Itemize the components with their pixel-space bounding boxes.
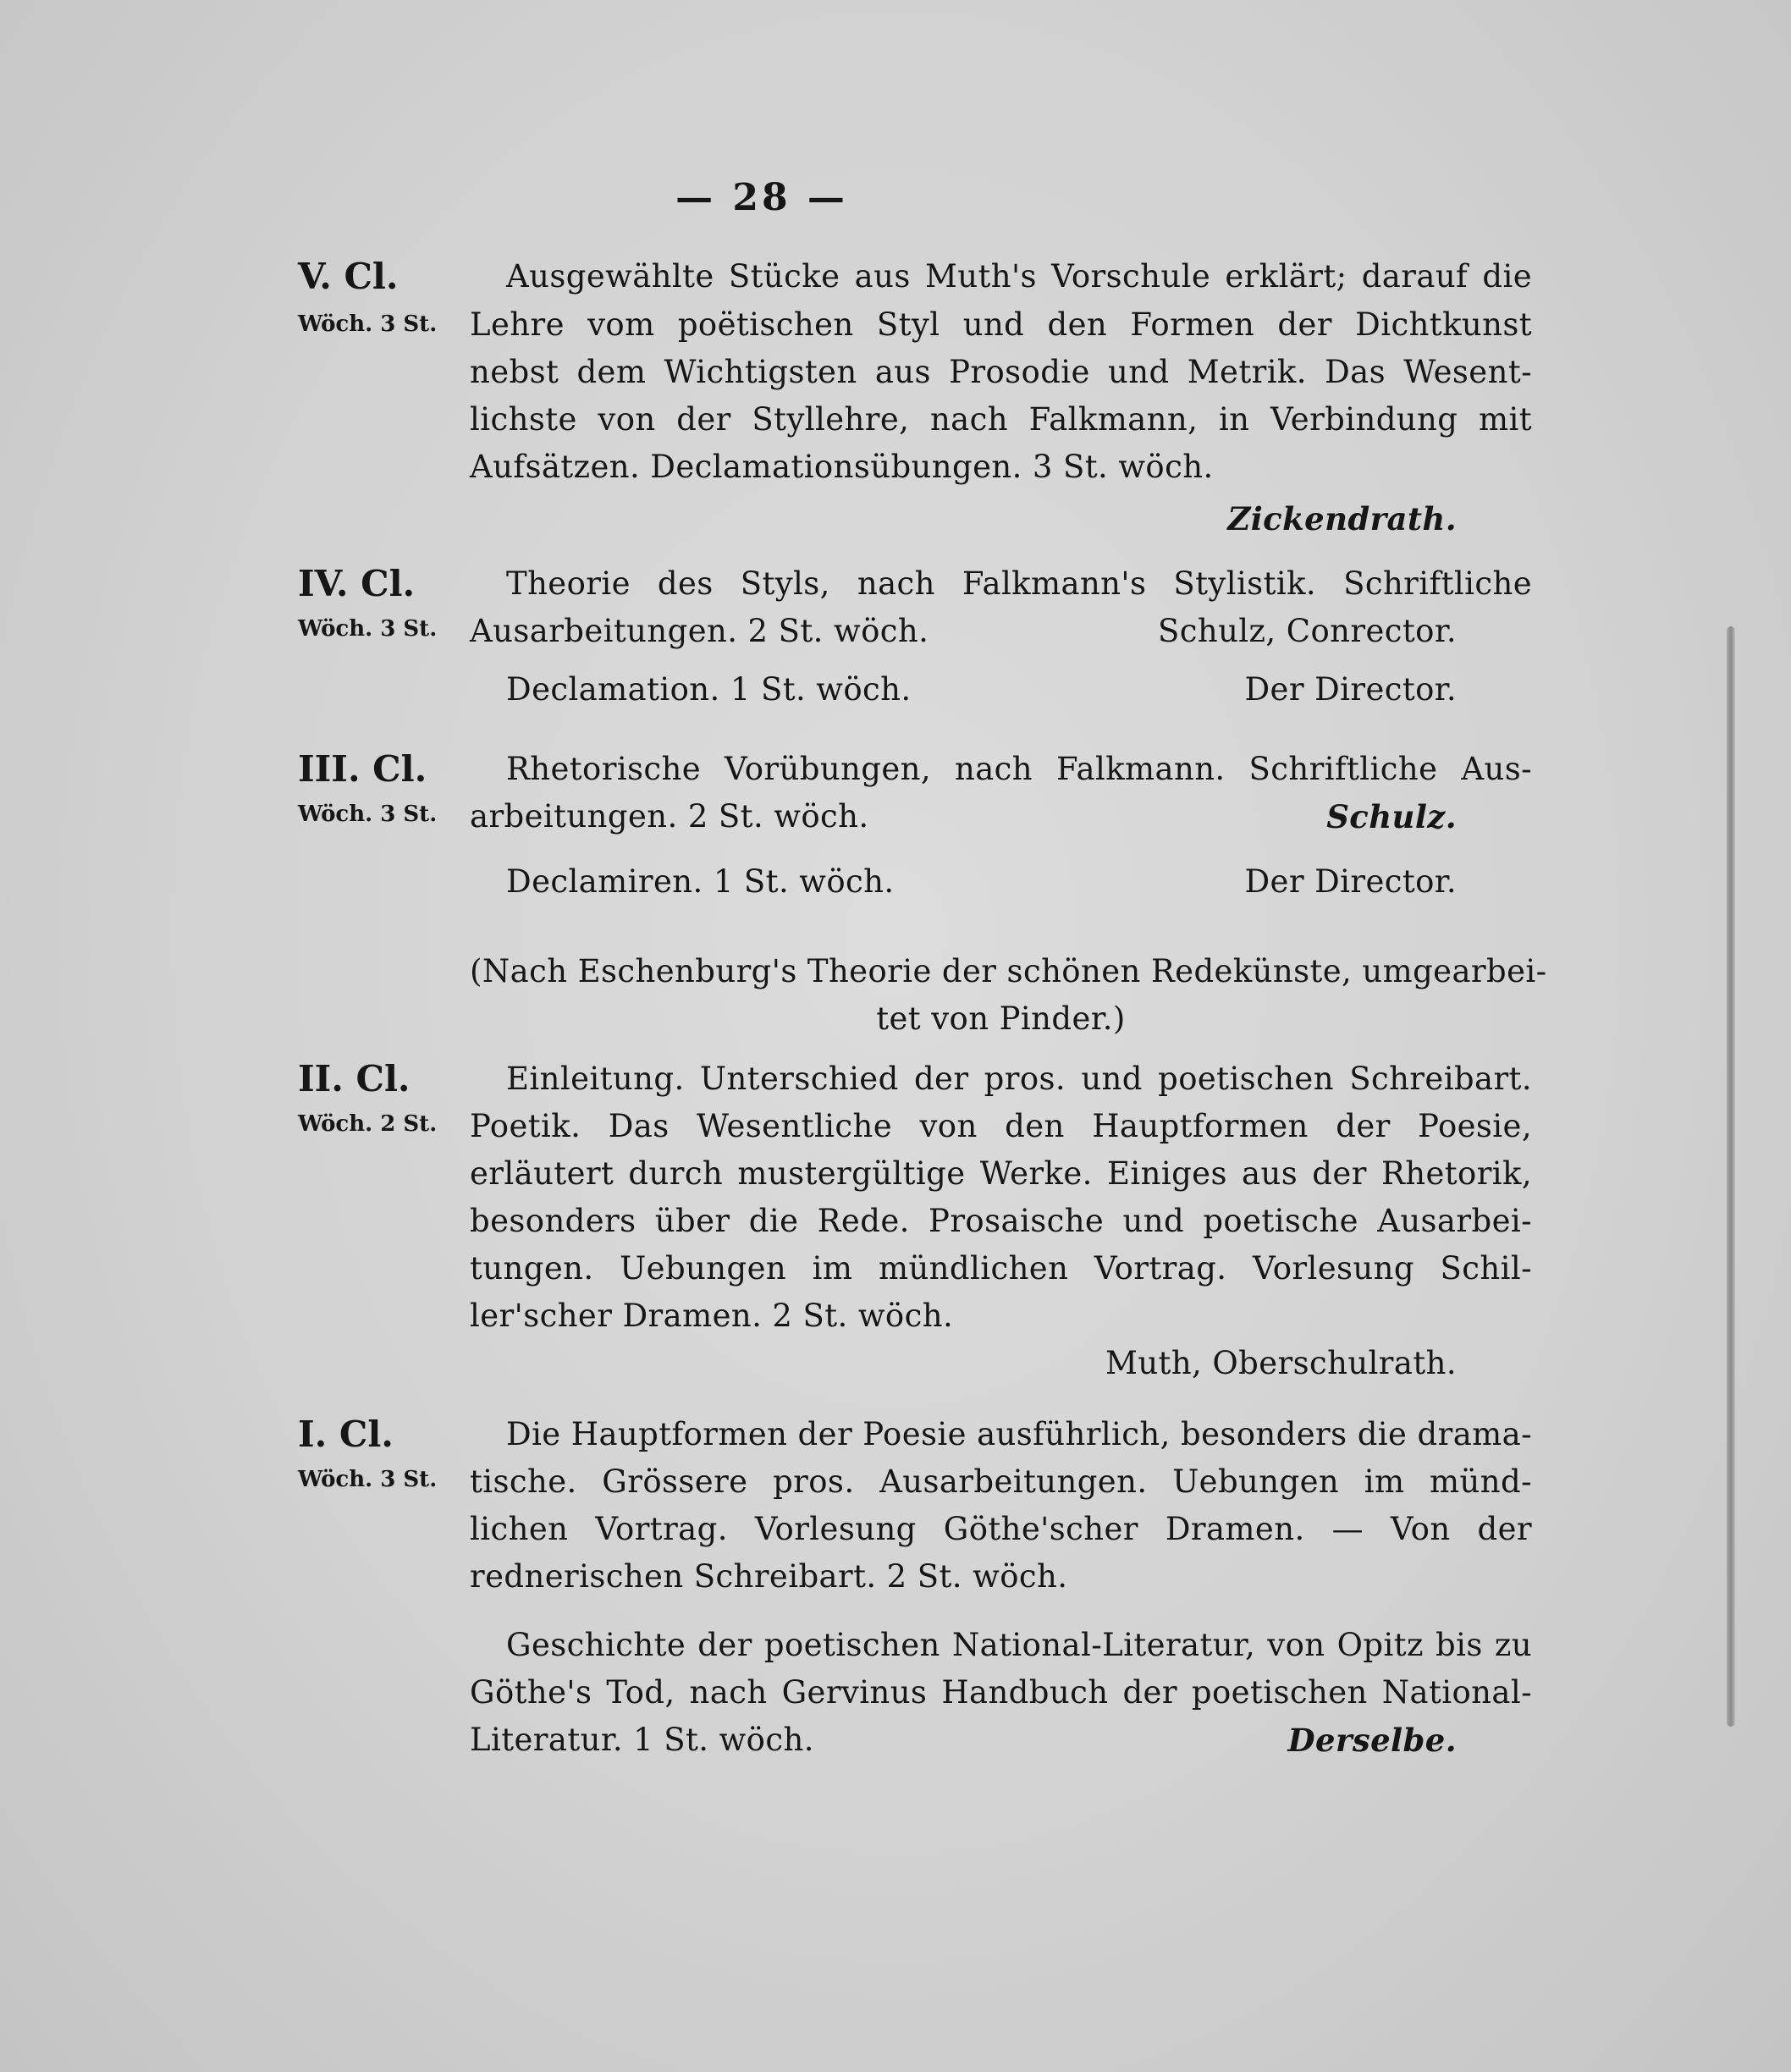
hours-label: Wöch. 3 St.: [298, 311, 438, 337]
teacher-name: Schulz, Conrector.: [1157, 613, 1457, 649]
teacher-name: Der Director.: [1244, 671, 1457, 708]
text-line: arbeitungen. 2 St. wöch.: [470, 798, 869, 835]
text-line: Aufsätzen. Declamationsübungen. 3 St. wöch.: [470, 449, 1214, 485]
text-line: lichen Vortrag. Vorlesung Göthe'scher Dramen. — Von der: [470, 1511, 1532, 1547]
class-label: V. Cl.: [298, 256, 399, 297]
teacher-name: Zickendrath.: [1227, 500, 1457, 537]
text-line: Ausarbeitungen. 2 St. wöch.: [470, 613, 929, 649]
text-line: Einleitung. Unterschied der pros. und poetischen Schreibart.: [506, 1061, 1532, 1097]
page-number: — 28 —: [675, 176, 848, 219]
hours-label: Wöch. 3 St.: [298, 802, 438, 827]
text-line: besonders über die Rede. Prosaische und poetische Ausarbei-: [470, 1203, 1532, 1239]
text-line: Ausgewählte Stücke aus Muth's Vorschule erklärt; darauf die: [506, 258, 1532, 295]
text-line: rednerischen Schreibart. 2 St. wöch.: [470, 1558, 1068, 1595]
class-label: II. Cl.: [298, 1058, 411, 1099]
text-line: Rhetorische Vorübungen, nach Falkmann. Schriftliche Aus-: [506, 751, 1532, 787]
text-line: nebst dem Wichtigsten aus Prosodie und Metrik. Das Wesent-: [470, 354, 1532, 390]
hours-label: Wöch. 3 St.: [298, 1467, 438, 1492]
text-line: tische. Grössere pros. Ausarbeitungen. Uebungen im münd-: [470, 1463, 1532, 1500]
hours-label: Wöch. 2 St.: [298, 1111, 438, 1137]
hours-label: Wöch. 3 St.: [298, 616, 438, 642]
text-line: ler'scher Dramen. 2 St. wöch.: [470, 1298, 954, 1334]
class-label: III. Cl.: [298, 748, 427, 790]
text-line: Poetik. Das Wesentliche von den Hauptformen der Poesie,: [470, 1108, 1532, 1144]
note-line: (Nach Eschenburg's Theorie der schönen Redekünste, umgearbei-: [470, 953, 1547, 989]
teacher-name: Schulz.: [1326, 798, 1457, 835]
class-label: IV. Cl.: [298, 563, 416, 604]
text-line: Declamiren. 1 St. wöch.: [506, 863, 895, 900]
text-line: Die Hauptformen der Poesie ausführlich, besonders die drama-: [506, 1416, 1532, 1452]
teacher-name: Der Director.: [1244, 863, 1457, 900]
class-label: I. Cl.: [298, 1413, 394, 1455]
teacher-name: Derselbe.: [1287, 1722, 1457, 1759]
text-line: Lehre vom poëtischen Styl und den Formen der Dichtkunst: [470, 306, 1532, 343]
text-line: Theorie des Styls, nach Falkmann's Stylistik. Schriftliche: [506, 565, 1532, 602]
text-line: Literatur. 1 St. wöch.: [470, 1722, 814, 1758]
teacher-name: Muth, Oberschulrath.: [1105, 1345, 1457, 1381]
text-line: Göthe's Tod, nach Gervinus Handbuch der poetischen National-: [470, 1674, 1532, 1711]
text-line: erläutert durch mustergültige Werke. Einiges aus der Rhetorik,: [470, 1155, 1532, 1192]
text-line: Geschichte der poetischen National-Literatur, von Opitz bis zu: [506, 1627, 1532, 1663]
note-line: tet von Pinder.): [876, 1000, 1126, 1037]
text-line: lichste von der Styllehre, nach Falkmann, in Verbindung mit: [470, 401, 1532, 438]
text-line: Declamation. 1 St. wöch.: [506, 671, 912, 708]
text-line: tungen. Uebungen im mündlichen Vortrag. Vorlesung Schil-: [470, 1250, 1532, 1287]
binding-shadow: [1727, 626, 1735, 1727]
